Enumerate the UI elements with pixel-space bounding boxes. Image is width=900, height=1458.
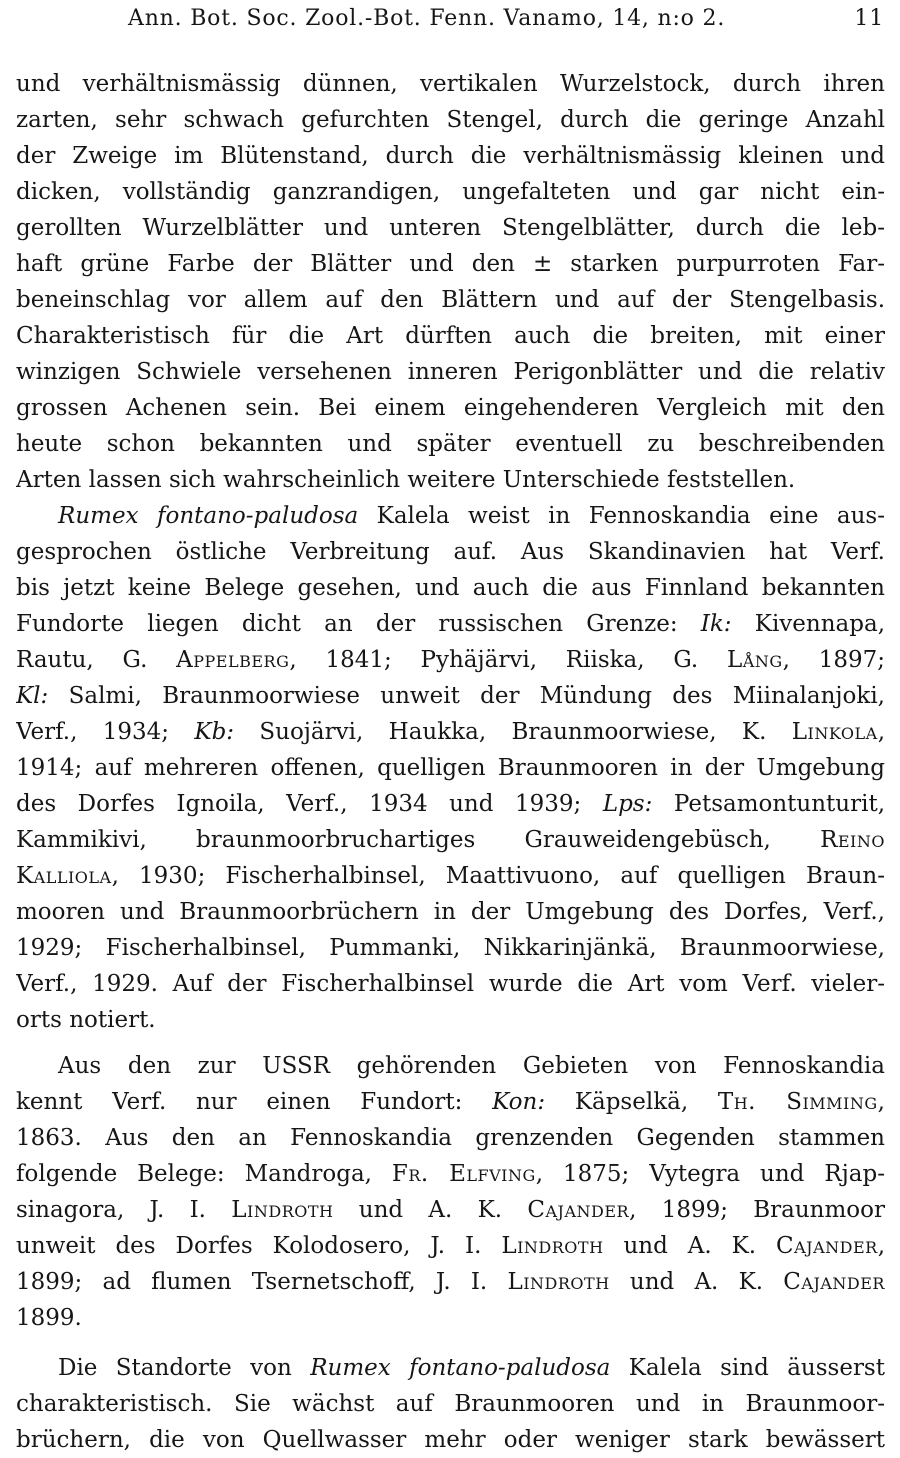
text-run: Die Standorte von xyxy=(58,1355,311,1381)
text-run: 1914; auf mehreren offenen, quelligen Braunmooren in der Umgebung xyxy=(16,755,885,781)
author-name: Cajander xyxy=(783,1269,885,1295)
text-run: gerollten Wurzelblätter und unteren Stengelblätter, durch die leb- xyxy=(16,215,885,241)
text-run: mooren und Braunmoorbrüchern in der Umgebung des Dorfes, Verf., xyxy=(16,899,885,925)
text-run: beneinschlag vor allem auf den Blättern und auf der Stengelbasis. xyxy=(16,287,885,313)
text-line xyxy=(16,930,885,966)
text-line xyxy=(16,858,885,894)
text-line xyxy=(16,426,885,462)
text-line xyxy=(16,966,885,1002)
text-run: , 1899; Braunmoor xyxy=(629,1197,885,1223)
text-line xyxy=(16,1228,885,1264)
text-run: 1929; Fischerhalbinsel, Pummanki, Nikkarinjänkä, Braunmoorwiese, xyxy=(16,935,885,961)
text-line xyxy=(16,606,885,642)
text-run: gesprochen östliche Verbreitung auf. Aus Skandinavien hat Verf. xyxy=(16,539,885,565)
text-line xyxy=(16,390,885,426)
paragraph-4 xyxy=(16,1350,885,1458)
text-run: Kalela weist in Fennoskandia eine aus- xyxy=(358,503,885,529)
text-run: brüchern, die von Quellwasser mehr oder weniger stark bewässert xyxy=(16,1427,885,1453)
text-run: bis jetzt keine Belege gesehen, und auch die aus Finnland bekannten xyxy=(16,575,885,601)
text-run: und A. K. xyxy=(603,1233,776,1259)
text-line xyxy=(16,714,885,750)
text-line xyxy=(16,786,885,822)
body-text xyxy=(16,66,885,1458)
text-run: und verhältnismässig dünnen, vertikalen Wurzelstock, durch ihren xyxy=(16,71,885,97)
journal-citation: Ann. Bot. Soc. Zool.-Bot. Fenn. Vanamo, 14, n:o 2. xyxy=(128,6,726,31)
text-line xyxy=(16,822,885,858)
text-line xyxy=(16,318,885,354)
author-name: Appelberg xyxy=(176,647,290,673)
text-line xyxy=(16,102,885,138)
text-run: dicken, vollständig ganzrandigen, ungefalteten und gar nicht ein- xyxy=(16,179,885,205)
text-run: , xyxy=(877,1089,885,1115)
text-line xyxy=(16,246,885,282)
text-line xyxy=(16,1350,885,1386)
paragraph-spacer xyxy=(16,1038,885,1048)
text-run: Aus den zur USSR gehörenden Gebieten von Fennoskandia xyxy=(58,1053,885,1079)
text-run: orts notiert. xyxy=(16,1007,156,1033)
author-name: Cajander xyxy=(527,1197,630,1223)
text-run: , 1930; Fischerhalbinsel, Maattivuono, auf quelligen Braun- xyxy=(111,863,885,889)
italic-text: Rumex fontano-paludosa xyxy=(58,503,359,529)
text-run: , 1841; Pyhäjärvi, Riiska, G. xyxy=(289,647,727,673)
text-line xyxy=(16,210,885,246)
text-line xyxy=(16,1084,885,1120)
text-line xyxy=(16,66,885,102)
text-run: des Dorfes Ignoila, Verf., 1934 und 1939; xyxy=(16,791,603,817)
text-run: Petsamontunturit, xyxy=(652,791,885,817)
text-run: Fundorte liegen dicht an der russischen Grenze: xyxy=(16,611,701,637)
author-name: Lindroth xyxy=(507,1269,610,1295)
text-run: Verf., 1934; xyxy=(16,719,195,745)
text-run: der Zweige im Blütenstand, durch die verhältnismässig kleinen und xyxy=(16,143,885,169)
text-line xyxy=(16,282,885,318)
author-name: Lindroth xyxy=(501,1233,604,1259)
text-line xyxy=(16,354,885,390)
text-line xyxy=(16,1048,885,1084)
text-line xyxy=(16,498,885,534)
text-run: kennt Verf. nur einen Fundort: xyxy=(16,1089,493,1115)
paragraph-1 xyxy=(16,66,885,498)
text-line xyxy=(16,1422,885,1458)
italic-text: Ik: xyxy=(700,611,732,637)
text-line xyxy=(16,1386,885,1422)
text-run: Kalela sind äusserst xyxy=(610,1355,885,1381)
text-line xyxy=(16,1120,885,1156)
text-line xyxy=(16,570,885,606)
text-run: 1899; ad flumen Tsernetschoff, J. I. xyxy=(16,1269,508,1295)
text-run: winzigen Schwiele versehenen inneren Perigonblätter und die relativ xyxy=(16,359,885,385)
text-run: und A. K. xyxy=(609,1269,784,1295)
text-run: Verf., 1929. Auf der Fischerhalbinsel wurde die Art vom Verf. vieler- xyxy=(16,971,885,997)
text-line xyxy=(16,462,885,498)
author-name: Reino xyxy=(820,827,885,853)
italic-text: Kon: xyxy=(492,1089,546,1115)
text-line xyxy=(16,678,885,714)
italic-text: Kb: xyxy=(194,719,235,745)
text-line xyxy=(16,894,885,930)
italic-text: Lps: xyxy=(602,791,653,817)
text-line xyxy=(16,750,885,786)
text-line xyxy=(16,1192,885,1228)
paragraph-2 xyxy=(16,498,885,1038)
author-name: Lindroth xyxy=(231,1197,334,1223)
paragraph-spacer xyxy=(16,1336,885,1350)
text-run: Kammikivi, braunmoorbruchartiges Grauweidengebüsch, xyxy=(16,827,821,853)
text-run: , 1875; Vytegra und Rjap- xyxy=(535,1161,885,1187)
page-number: 11 xyxy=(854,6,884,31)
author-name: Linkola xyxy=(791,719,878,745)
text-run: Kivennapa, xyxy=(731,611,885,637)
paragraph-3 xyxy=(16,1048,885,1336)
text-run: Käpselkä, xyxy=(545,1089,718,1115)
author-name: Kalliola xyxy=(16,863,112,889)
text-run: grossen Achenen sein. Bei einem eingehenderen Vergleich mit den xyxy=(16,395,885,421)
text-run: Salmi, Braunmoorwiese unweit der Mündung des Miinalanjoki, xyxy=(48,683,885,709)
author-name: Th. Simming xyxy=(717,1089,878,1115)
text-line xyxy=(16,174,885,210)
text-line xyxy=(16,1300,885,1336)
text-run: Rautu, G. xyxy=(16,647,177,673)
italic-text: Rumex fontano-paludosa xyxy=(310,1355,611,1381)
text-run: Charakteristisch für die Art dürften auch die breiten, mit einer xyxy=(16,323,885,349)
text-line xyxy=(16,138,885,174)
running-header xyxy=(128,6,884,34)
text-run: , xyxy=(877,719,885,745)
text-run: heute schon bekannten und später eventuell zu beschreibenden xyxy=(16,431,885,457)
text-line xyxy=(16,534,885,570)
author-name: Lång xyxy=(727,647,783,673)
text-run: , xyxy=(877,1233,885,1259)
text-run: charakteristisch. Sie wächst auf Braunmooren und in Braunmoor- xyxy=(16,1391,885,1417)
text-run: Arten lassen sich wahrscheinlich weitere Unterschiede feststellen. xyxy=(16,467,796,493)
text-run: , 1897; xyxy=(782,647,885,673)
text-run: unweit des Dorfes Kolodosero, J. I. xyxy=(16,1233,502,1259)
author-name: Cajander xyxy=(776,1233,878,1259)
italic-text: Kl: xyxy=(16,683,49,709)
text-run: und A. K. xyxy=(333,1197,528,1223)
author-name: Fr. Elfving xyxy=(391,1161,536,1187)
text-run: zarten, sehr schwach gefurchten Stengel, durch die geringe Anzahl xyxy=(16,107,885,133)
text-line xyxy=(16,1002,885,1038)
text-line xyxy=(16,1264,885,1300)
text-line xyxy=(16,1156,885,1192)
text-run: sinagora, J. I. xyxy=(16,1197,232,1223)
text-run: Suojärvi, Haukka, Braunmoorwiese, K. xyxy=(234,719,792,745)
text-run: 1899. xyxy=(16,1305,82,1331)
text-line xyxy=(16,642,885,678)
text-run: haft grüne Farbe der Blätter und den ± starken purpurroten Far- xyxy=(16,251,885,277)
text-run: 1863. Aus den an Fennoskandia grenzenden Gegenden stammen xyxy=(16,1125,885,1151)
text-run: folgende Belege: Mandroga, xyxy=(16,1161,392,1187)
